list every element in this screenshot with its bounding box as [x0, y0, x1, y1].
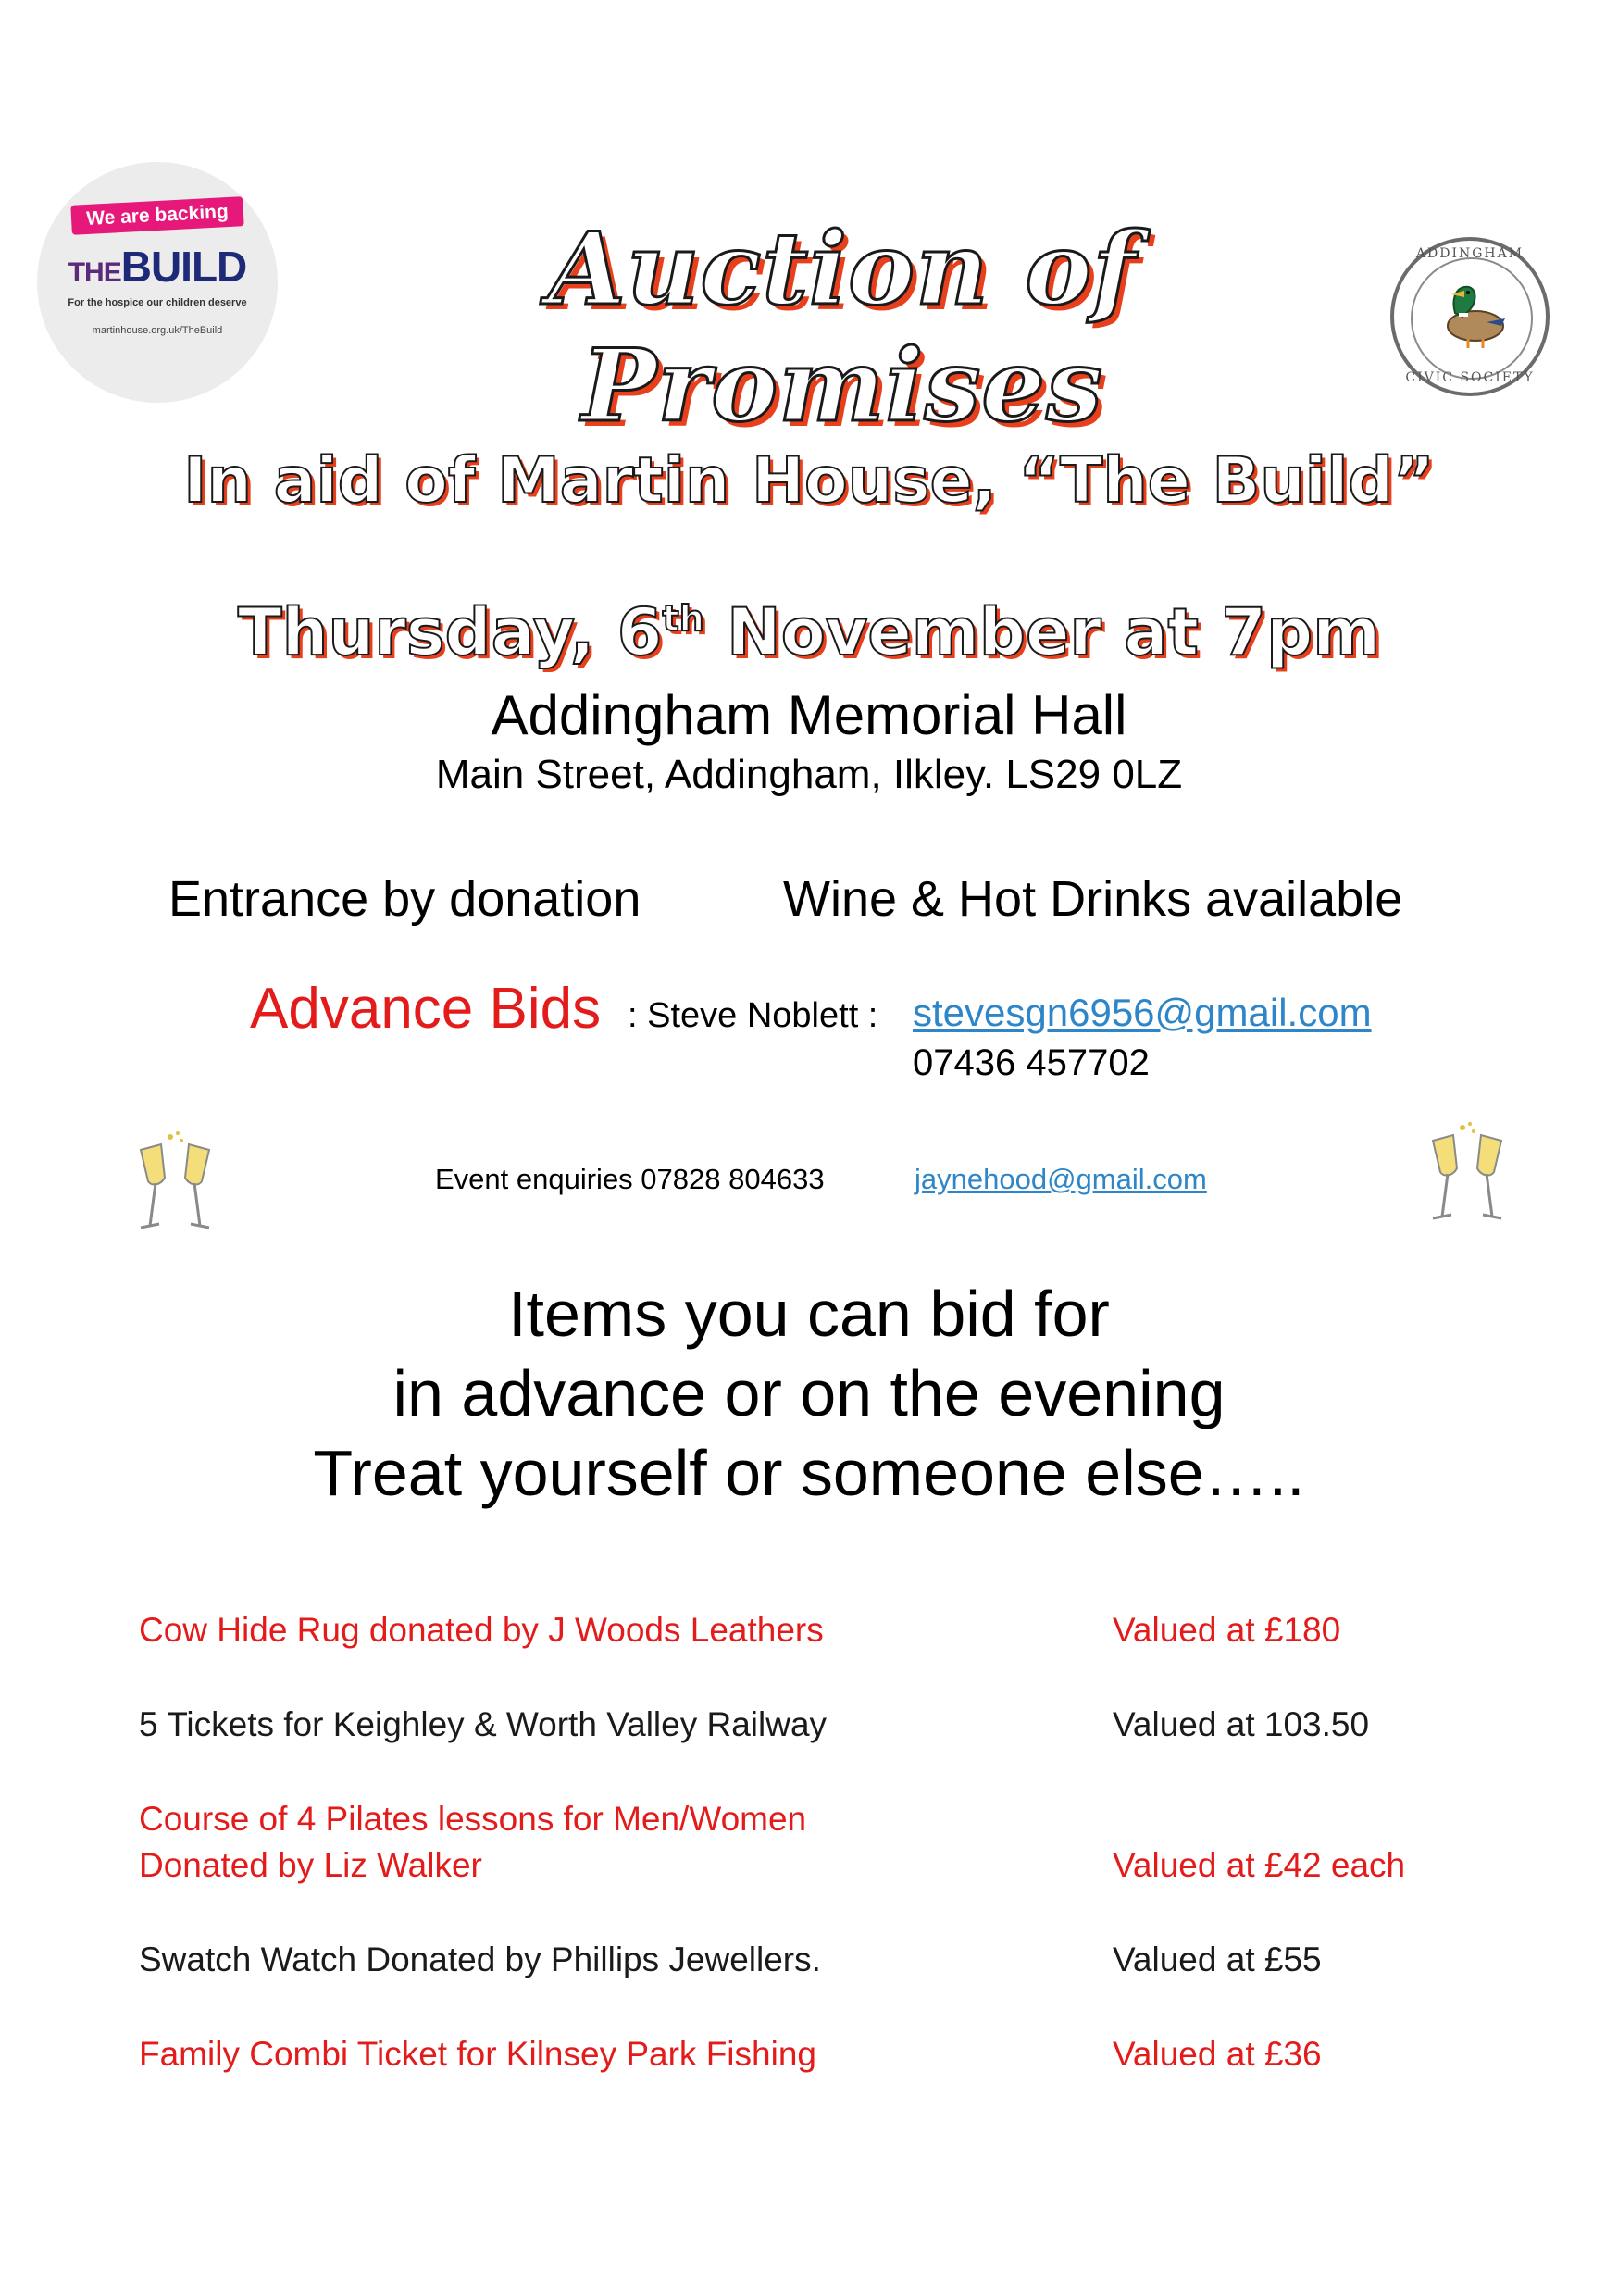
bid-heading-line3: Treat yourself or someone else…..: [313, 1437, 1305, 1509]
drinks-info: Wine & Hot Drinks available: [783, 871, 1403, 927]
bid-heading-line1: Items you can bid for: [508, 1278, 1110, 1350]
event-date: [0, 594, 1618, 670]
advance-bids-contact: : Steve Noblett :: [628, 996, 878, 1035]
item-name: 5 Tickets for Keighley & Worth Valley Railway: [139, 1705, 828, 1743]
seal-bottom-text: CIVIC SOCIETY: [1405, 370, 1535, 385]
item-value: Valued at £36: [1113, 2035, 1322, 2073]
bid-heading-line2: in advance or on the evening: [392, 1357, 1226, 1429]
item-value: Valued at £55: [1113, 1940, 1322, 1978]
venue-address: Main Street, Addingham, Ilkley. LS29 0LZ: [435, 752, 1183, 797]
item-value: Valued at 103.50: [1113, 1705, 1370, 1743]
champagne-glasses-icon: [1416, 1120, 1518, 1231]
advance-bids-email-link[interactable]: stevesgn6956@gmail.com: [913, 991, 1372, 1034]
venue-name: Addingham Memorial Hall: [491, 684, 1127, 746]
item-name: Course of 4 Pilates lessons for Men/Women: [139, 1800, 807, 1838]
build-wordmark: [37, 242, 278, 292]
item-value: Valued at £42 each: [1113, 1846, 1406, 1884]
seal-top-text: ADDINGHAM: [1415, 246, 1525, 261]
build-tag-banner: We are backing: [70, 196, 243, 235]
date-rest: November at 7pm: [703, 594, 1381, 670]
advance-bids-phone: 07436 457702: [913, 1042, 1150, 1083]
item-name-line2: Donated by Liz Walker: [139, 1846, 482, 1884]
build-subtitle: For the hospice our children deserve: [68, 297, 247, 308]
subtitle-in-aid: In aid of Martin House, “The Build”: [183, 444, 1435, 518]
entrance-info: Entrance by donation: [168, 871, 641, 927]
date-suffix: th: [662, 598, 704, 639]
item-name: Cow Hide Rug donated by J Woods Leathers: [139, 1611, 824, 1649]
build-word-text: BUILD: [120, 243, 247, 291]
bid-heading: [0, 1274, 1618, 1513]
item-name: Family Combi Ticket for Kilnsey Park Fishing: [139, 2035, 816, 2073]
duck-icon: [1427, 272, 1512, 357]
event-enquiries: Event enquiries 07828 804633: [435, 1163, 825, 1195]
date-day: Thursday, 6: [237, 594, 663, 670]
the-build-logo: [37, 162, 278, 403]
civic-society-seal: [1390, 237, 1550, 396]
enquiries-email-link[interactable]: jaynehood@gmail.com: [915, 1163, 1207, 1195]
poster-title: Auction of Promises: [548, 211, 1137, 444]
advance-bids-label: Advance Bids: [250, 977, 602, 1041]
champagne-glasses-icon: [124, 1129, 226, 1241]
build-url: martinhouse.org.uk/TheBuild: [92, 325, 223, 336]
item-value: Valued at £180: [1113, 1611, 1341, 1649]
build-the-text: THE: [68, 257, 121, 288]
item-name: Swatch Watch Donated by Phillips Jewellers.: [139, 1940, 821, 1978]
